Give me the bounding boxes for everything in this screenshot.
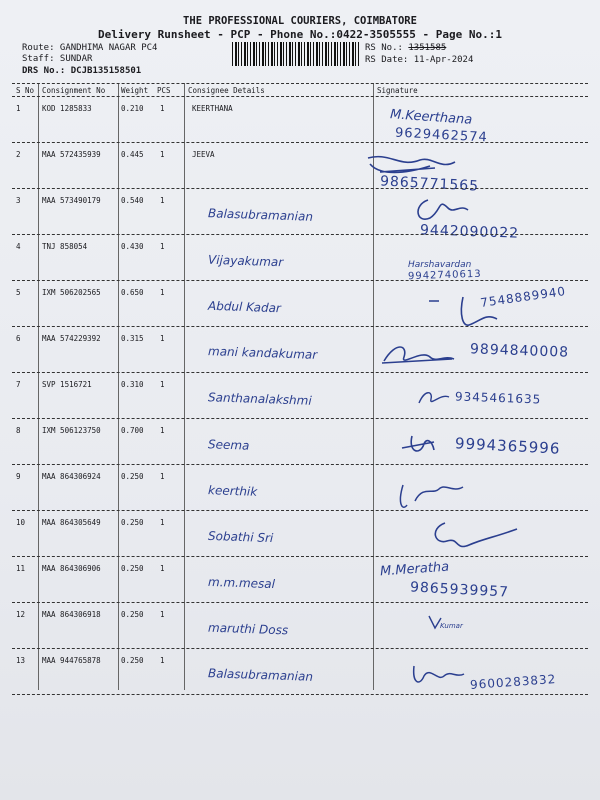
row-weight: 0.210 [121,104,144,113]
signature-scribble [360,150,500,190]
row-sno: 8 [16,426,21,435]
row-pcs: 1 [160,426,165,435]
row-sno: 5 [16,288,21,297]
row-signature-text: M.Meratha [379,559,450,580]
row-pcs: 1 [160,288,165,297]
row-divider [12,142,588,143]
rs-date: RS Date: 11-Apr-2024 [365,55,474,65]
row-sno: 7 [16,380,21,389]
row-pcs: 1 [160,242,165,251]
column-divider [184,83,185,690]
row-pcs: 1 [160,610,165,619]
row-signature-text: Harshavardan [408,260,472,270]
row-divider [12,510,588,511]
row-handwritten-name: m.m.mesal [207,574,276,592]
signature-scribble [393,475,473,515]
row-signature-text: Kumar [440,622,463,630]
row-consignment-no: TNJ 858054 [42,242,88,251]
row-phone-number: 7548889940 [479,284,567,310]
row-consignment-no: MAA 864305649 [42,518,101,527]
table-header-rule [12,96,588,97]
row-sno: 11 [16,564,26,573]
company-title: THE PROFESSIONAL COURIERS, COIMBATORE [183,15,417,27]
drs-number: DRS No.: DCJB135158501 [22,66,142,76]
column-divider [38,83,39,690]
row-phone-number: 9865939957 [409,579,510,601]
row-signature-text: M.Keerthana [389,107,473,128]
signature-scribble [425,515,525,560]
row-consignee: JEEVA [192,150,215,159]
row-consignment-no: MAA 864306906 [42,564,101,573]
row-handwritten-name: keerthik [207,483,258,499]
row-handwritten-name: Balasubramanian [207,666,314,684]
row-handwritten-name: Seema [207,437,250,453]
row-divider [12,648,588,649]
signature-scribble [415,383,455,413]
row-sno: 9 [16,472,21,481]
row-consignment-no: KOD 1285833 [42,104,92,113]
row-weight: 0.700 [121,426,144,435]
row-pcs: 1 [160,334,165,343]
row-phone-number: 9994365996 [454,434,561,458]
row-weight: 0.310 [121,380,144,389]
row-consignee: KEERTHANA [192,104,233,113]
row-divider [12,188,588,189]
row-divider [12,694,588,695]
signature-scribble [425,285,505,335]
row-divider [12,372,588,373]
row-handwritten-name: mani kandakumar [207,344,318,362]
row-consignment-no: MAA 864306924 [42,472,101,481]
row-sno: 3 [16,196,21,205]
row-weight: 0.650 [121,288,144,297]
row-sno: 13 [16,656,26,665]
row-weight: 0.430 [121,242,144,251]
row-phone-number: 9865771565 [379,173,480,195]
row-weight: 0.250 [121,518,144,527]
row-handwritten-name: Vijayakumar [207,252,284,270]
row-pcs: 1 [160,380,165,389]
row-weight: 0.250 [121,610,144,619]
row-pcs: 1 [160,196,165,205]
table-top-rule [12,83,588,84]
col-header-consignee: Consignee Details [188,86,265,95]
col-header-pcs: PCS [157,86,171,95]
row-sno: 6 [16,334,21,343]
row-sno: 1 [16,104,21,113]
route-info: Route: GANDHIMA NAGAR PC4 [22,43,158,53]
signature-scribble [425,612,445,632]
col-header-consignment: Consignment No [42,86,106,95]
row-handwritten-name: Abdul Kadar [207,298,282,316]
row-handwritten-name: Sobathi Sri [207,528,274,546]
row-divider [12,234,588,235]
staff-info: Staff: SUNDAR [22,54,93,64]
row-consignment-no: IXM 506123750 [42,426,101,435]
row-pcs: 1 [160,150,165,159]
row-phone-number: 9442090022 [419,222,520,242]
row-weight: 0.250 [121,656,144,665]
row-sno: 4 [16,242,21,251]
row-phone-number: 9345461635 [454,389,542,407]
row-phone-number: 9629462574 [394,125,489,146]
col-header-weight: Weight [121,86,149,95]
row-handwritten-name: Balasubramanian [207,206,314,224]
row-pcs: 1 [160,472,165,481]
row-handwritten-name: maruthi Doss [207,620,289,638]
row-pcs: 1 [160,656,165,665]
barcode-image [232,42,360,66]
row-sno: 12 [16,610,26,619]
col-header-sno: S No [16,86,35,95]
runsheet-subtitle: Delivery Runsheet - PCP - Phone No.:0422-3505555 - Page No.:1 [98,28,502,41]
row-phone-number: 9942740613 [407,268,482,283]
row-handwritten-name: Santhanalakshmi [207,390,312,408]
column-divider [118,83,119,690]
row-weight: 0.445 [121,150,144,159]
col-header-signature: Signature [377,86,418,95]
row-consignment-no: MAA 574229392 [42,334,101,343]
row-pcs: 1 [160,104,165,113]
row-weight: 0.250 [121,472,144,481]
signature-scribble [408,190,478,230]
row-weight: 0.250 [121,564,144,573]
row-phone-number: 9600283832 [469,672,557,692]
row-consignment-no: MAA 573490179 [42,196,101,205]
row-phone-number: 9894840008 [469,341,570,361]
rs-number: RS No.: 1351585 [365,43,447,53]
row-pcs: 1 [160,518,165,527]
row-divider [12,280,588,281]
row-weight: 0.315 [121,334,144,343]
signature-scribble [378,335,458,375]
row-divider [12,418,588,419]
row-consignment-no: IXM 506202565 [42,288,101,297]
row-consignment-no: SVP 1516721 [42,380,92,389]
row-sno: 10 [16,518,26,527]
row-divider [12,602,588,603]
row-divider [12,464,588,465]
signature-scribble [398,430,448,460]
row-weight: 0.540 [121,196,144,205]
row-consignment-no: MAA 864306918 [42,610,101,619]
row-consignment-no: MAA 572435939 [42,150,101,159]
signature-scribble [408,660,468,690]
row-pcs: 1 [160,564,165,573]
row-sno: 2 [16,150,21,159]
row-consignment-no: MAA 944765878 [42,656,101,665]
